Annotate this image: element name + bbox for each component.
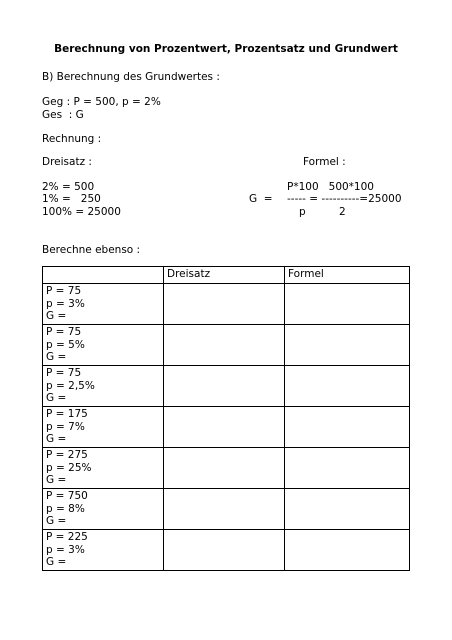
value-p: p = 5% — [46, 338, 85, 351]
page-title: Berechnung von Prozentwert, Prozentsatz und Grundwert — [54, 43, 398, 55]
dreisatz-answer-cell[interactable] — [164, 284, 285, 325]
sought-value: Ges : G — [42, 109, 84, 121]
table-header-cell — [43, 267, 164, 284]
value-P: P = 275 — [46, 449, 88, 461]
value-G: G = — [46, 351, 67, 363]
given-cell — [43, 448, 164, 489]
table-row — [43, 448, 410, 489]
value-p: p = 7% — [46, 420, 85, 433]
given-cell — [43, 530, 164, 571]
dreisatz-line-2: 1% = 250 — [42, 193, 101, 205]
value-G: G = — [46, 310, 67, 322]
dreisatz-answer-cell[interactable] — [164, 407, 285, 448]
value-p: p = 3% — [46, 543, 85, 556]
given-values: Geg : P = 500, p = 2% — [42, 96, 161, 108]
value-P: P = 75 — [46, 326, 82, 338]
formula-fraction-bars: ----- = ----------=25000 — [287, 193, 402, 205]
table-header-row — [43, 267, 410, 284]
given-cell — [43, 489, 164, 530]
table-header-cell: Dreisatz — [164, 267, 285, 284]
formel-answer-cell[interactable] — [285, 325, 410, 366]
formel-answer-cell[interactable] — [285, 366, 410, 407]
exercise-table — [42, 266, 410, 571]
formel-answer-cell[interactable] — [285, 530, 410, 571]
dreisatz-line-1: 2% = 500 — [42, 181, 95, 193]
value-p: p = 8% — [46, 502, 85, 515]
section-heading: B) Berechnung des Grundwertes : — [42, 71, 220, 83]
value-G: G = — [46, 433, 67, 445]
exercise-label: Berechne ebenso : — [42, 244, 141, 256]
value-P: P = 75 — [46, 285, 82, 297]
calc-label: Rechnung : — [42, 133, 102, 145]
given-cell — [43, 284, 164, 325]
dreisatz-answer-cell[interactable] — [164, 448, 285, 489]
formel-label: Formel : — [303, 156, 346, 168]
formel-answer-cell[interactable] — [285, 448, 410, 489]
value-p: p = 25% — [46, 461, 92, 474]
table-row — [43, 489, 410, 530]
value-P: P = 175 — [46, 408, 88, 420]
table-row — [43, 530, 410, 571]
value-p: p = 2,5% — [46, 379, 95, 392]
value-p: p = 3% — [46, 297, 85, 310]
dreisatz-label: Dreisatz : — [42, 156, 92, 168]
value-P: P = 225 — [46, 531, 88, 543]
given-cell — [43, 366, 164, 407]
table-row — [43, 284, 410, 325]
table-header-cell: Formel — [285, 267, 410, 284]
dreisatz-answer-cell[interactable] — [164, 489, 285, 530]
dreisatz-answer-cell[interactable] — [164, 366, 285, 407]
given-cell — [43, 407, 164, 448]
value-G: G = — [46, 474, 67, 486]
formel-answer-cell[interactable] — [285, 284, 410, 325]
table-row — [43, 325, 410, 366]
dreisatz-answer-cell[interactable] — [164, 325, 285, 366]
formel-answer-cell[interactable] — [285, 407, 410, 448]
table-row — [43, 407, 410, 448]
formula-numerators: P*100 500*100 — [287, 181, 374, 193]
value-G: G = — [46, 392, 67, 404]
value-G: G = — [46, 556, 67, 568]
dreisatz-line-3: 100% = 25000 — [42, 206, 121, 218]
formula-lhs: G = — [249, 193, 273, 205]
value-P: P = 750 — [46, 490, 88, 502]
given-cell — [43, 325, 164, 366]
value-G: G = — [46, 515, 67, 527]
dreisatz-answer-cell[interactable] — [164, 530, 285, 571]
formel-answer-cell[interactable] — [285, 489, 410, 530]
value-P: P = 75 — [46, 367, 82, 379]
formula-denominators: p 2 — [299, 206, 346, 218]
table-row — [43, 366, 410, 407]
